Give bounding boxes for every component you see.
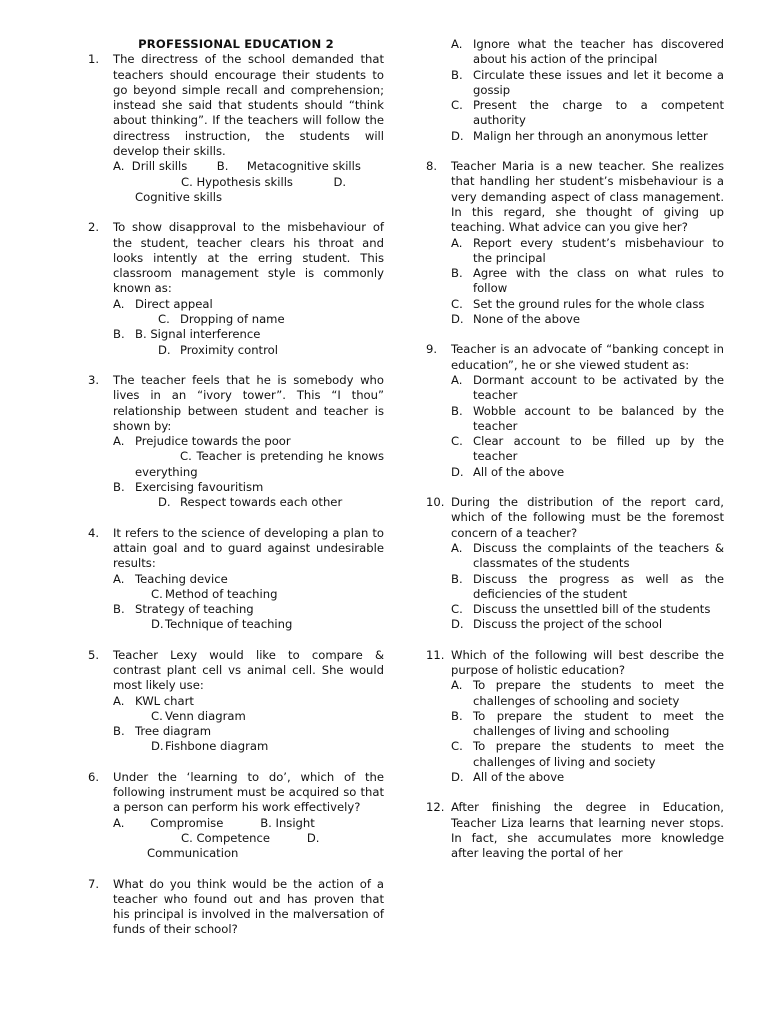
option-line: Communication: [147, 846, 239, 861]
option-letter: C.: [158, 312, 170, 327]
option-text: Fishbone diagram: [165, 739, 269, 754]
option-letter: C.: [451, 739, 463, 754]
option-list: [451, 541, 724, 633]
option: [113, 449, 384, 480]
option: [451, 739, 724, 770]
option-text: To prepare the students to meet the challenges of living and society: [473, 739, 724, 769]
option: [451, 129, 724, 144]
question-5: [88, 648, 384, 755]
question-number: 5.: [88, 647, 100, 662]
question-6: [88, 770, 384, 862]
option-letter: B.: [451, 403, 463, 418]
option-letter: C.: [451, 296, 463, 311]
option-text: Agree with the class on what rules to follow: [473, 266, 724, 296]
option-letter: B.: [451, 708, 463, 723]
question-3: [88, 373, 384, 511]
option-letter: B.: [113, 480, 125, 495]
option-text: Exercising favouritism: [135, 480, 264, 495]
option: [451, 678, 724, 709]
option: [451, 602, 724, 617]
option: [113, 739, 384, 754]
option-text: Direct appeal: [135, 296, 213, 311]
option-text: Present the charge to a competent authority: [473, 98, 724, 128]
question-8: [426, 159, 724, 327]
question-stem: Teacher Maria is a new teacher. She realizes that handling her student’s misbehaviour is a very demanding aspect of class management. In this regard, she thought of giving up teaching. What advice can you give her?: [451, 159, 724, 235]
option-letter: B.: [113, 327, 125, 342]
option: [451, 373, 724, 404]
option-letter: A.: [451, 540, 463, 555]
option-text: None of the above: [473, 312, 581, 327]
option-letter: A.: [113, 296, 125, 311]
question-number: 3.: [88, 372, 100, 387]
option-text: Malign her through an anonymous letter: [473, 128, 708, 143]
question-stem: The directress of the school demanded that teachers should encourage their students to go beyond simple recall and comprehension; instead she said that students should “think about thinking”. If the teachers will follow the directress instruction, the students will develop their skills.: [113, 52, 384, 159]
option-letter: D.: [451, 128, 464, 143]
option-letter: A.: [451, 37, 463, 51]
option-letter: D.: [451, 770, 464, 785]
option-text: Method of teaching: [165, 586, 278, 601]
option-text: Teacher is pretending he knows everything: [135, 449, 384, 479]
option-letter: D.: [158, 495, 171, 510]
option-text: Tree diagram: [135, 724, 212, 739]
option-letter: A.: [113, 693, 125, 708]
question-number: 10.: [426, 495, 445, 510]
option-letter: B.: [451, 67, 463, 82]
option: [451, 541, 724, 572]
option-line: A. Drill skills B. Metacognitive skills: [113, 159, 361, 174]
left-column: [88, 37, 384, 938]
option: [113, 343, 384, 358]
question-11: [426, 648, 724, 786]
option: [113, 724, 384, 739]
option-text: To prepare the students to meet the challenges of schooling and society: [473, 678, 724, 708]
question-12: [426, 800, 724, 861]
question-number: 12.: [426, 800, 445, 815]
question-10: [426, 495, 724, 633]
option: [113, 587, 384, 602]
option-letter: C.: [451, 434, 463, 449]
option-text: Discuss the complaints of the teachers & classmates of the students: [473, 540, 724, 571]
option-letter: B.: [451, 571, 463, 586]
option-line: Cognitive skills: [135, 189, 223, 204]
option-letter: D.: [451, 312, 464, 327]
option-list: [113, 297, 384, 358]
page-title: PROFESSIONAL EDUCATION 2: [138, 37, 334, 51]
option: [113, 694, 384, 709]
option: [113, 572, 384, 587]
option-letter: D.: [451, 464, 464, 479]
option-text: Dormant account to be activated by the teacher: [473, 372, 724, 403]
question-number: 2.: [88, 220, 100, 235]
option: [113, 480, 384, 495]
option-line: C. Hypothesis skills D.: [181, 174, 347, 189]
question-number: 7.: [88, 876, 100, 891]
option: [451, 465, 724, 480]
option-text: Discuss the unsettled bill of the students: [473, 602, 711, 617]
option-text: To prepare the student to meet the challenges of living and schooling: [473, 708, 724, 739]
option-text: Strategy of teaching: [135, 602, 254, 617]
option: [113, 312, 384, 327]
option-text: Dropping of name: [180, 312, 285, 327]
option: [113, 297, 384, 312]
option: [113, 602, 384, 617]
question-stem: What do you think would be the action of a teacher who found out and has proven that his principal is involved in the malversation of funds of their school?: [113, 876, 384, 937]
option-letter: A.: [451, 372, 463, 387]
question-7-options: [426, 37, 724, 144]
option: [113, 434, 384, 449]
option-letter: B.: [113, 724, 125, 739]
option-letter: C.: [151, 586, 163, 601]
option-letter: D.: [151, 739, 164, 754]
option-list: [451, 678, 724, 785]
option-text: Report every student’s misbehaviour to the principal: [473, 235, 724, 265]
option-letter: C.: [451, 602, 463, 617]
question-number: 1.: [88, 52, 100, 67]
question-1: [88, 52, 384, 205]
question-number: 11.: [426, 647, 445, 662]
question-stem: The teacher feels that he is somebody who lives in an “ivory tower”. This “I thou” relationship between student and teacher is shown by:: [113, 372, 384, 433]
option: [451, 297, 724, 312]
option: [451, 98, 724, 129]
option-letter: D.: [451, 617, 464, 632]
option: [451, 617, 724, 632]
question-stem: Teacher Lexy would like to compare & contrast plant cell vs animal cell. She would most likely use:: [113, 647, 384, 693]
option: [451, 770, 724, 785]
option: [451, 434, 724, 465]
option-text: KWL chart: [135, 693, 194, 708]
question-number: 6.: [88, 769, 100, 784]
option: [113, 495, 384, 510]
option: [113, 327, 384, 342]
option: [451, 68, 724, 99]
option-letter: A.: [113, 434, 125, 449]
option-list: [113, 572, 384, 633]
option-text: B. Signal interference: [135, 327, 261, 342]
option-text: Clear account to be filled up by the teacher: [473, 434, 724, 464]
question-4: [88, 526, 384, 633]
option-text: All of the above: [473, 770, 565, 785]
option: [451, 37, 724, 68]
option-text: Ignore what the teacher has discovered about his action of the principal: [473, 37, 724, 67]
question-number: 4.: [88, 525, 100, 540]
option: [451, 709, 724, 740]
option-text: Teaching device: [135, 571, 228, 586]
question-7: [88, 877, 384, 938]
question-number: 8.: [426, 159, 438, 174]
option-text: Proximity control: [180, 342, 278, 357]
option-text: Discuss the project of the school: [473, 617, 663, 632]
option: [451, 312, 724, 327]
option: [451, 236, 724, 267]
question-stem: Teacher is an advocate of “banking concept in education”, he or she viewed student as:: [451, 342, 724, 372]
option: [451, 404, 724, 435]
question-stem: Which of the following will best describe the purpose of holistic education?: [451, 647, 724, 677]
option-text: Set the ground rules for the whole class: [473, 296, 705, 311]
option-line: A. Compromise B. Insight: [113, 815, 315, 830]
question-stem: After finishing the degree in Education, Teacher Liza learns that learning never stops. In fact, she accumulates more knowledge after leaving the portal of her: [451, 800, 724, 861]
option-letter: B.: [113, 602, 125, 617]
option-letter: D.: [158, 342, 171, 357]
option-letter: A.: [451, 235, 463, 250]
option-letter: D.: [151, 617, 164, 632]
option-text: Respect towards each other: [180, 495, 343, 510]
option-list: [451, 37, 724, 144]
option-letter: C.: [151, 708, 163, 723]
option-list: [451, 373, 724, 480]
option-text: Wobble account to be balanced by the teacher: [473, 403, 724, 433]
option-letter: A.: [451, 678, 463, 693]
right-column: [426, 37, 724, 862]
option-text: Technique of teaching: [165, 617, 293, 632]
question-9: [426, 342, 724, 480]
question-stem: It refers to the science of developing a plan to attain goal and to guard against undesirable results:: [113, 525, 384, 571]
option-text: Discuss the progress as well as the deficiencies of the student: [473, 571, 724, 601]
option-text: Venn diagram: [165, 708, 246, 723]
option-text: All of the above: [473, 464, 565, 479]
option-line: C. Competence D.: [181, 830, 320, 845]
question-number: 9.: [426, 342, 438, 357]
option-list: [451, 236, 724, 328]
question-stem: During the distribution of the report card, which of the following must be the foremost concern of a teacher?: [451, 495, 724, 540]
question-stem: To show disapproval to the misbehaviour of the student, teacher clears his throat and looks intently at the erring student. This classroom management style is commonly known as:: [113, 220, 384, 296]
option-letter: C.: [180, 449, 192, 464]
option: [451, 572, 724, 603]
option-list: [113, 434, 384, 510]
option-letter: B.: [451, 266, 463, 281]
option-list: [113, 694, 384, 755]
question-stem: Under the ‘learning to do’, which of the following instrument must be acquired so that a person can perform his work effectively?: [113, 769, 384, 815]
option-text: Circulate these issues and let it become a gossip: [473, 67, 724, 97]
option-letter: C.: [451, 98, 463, 113]
option: [113, 617, 384, 632]
option: [113, 709, 384, 724]
option-letter: A.: [113, 571, 125, 586]
option: [451, 266, 724, 297]
option-text: Prejudice towards the poor: [135, 434, 291, 449]
question-2: [88, 220, 384, 358]
